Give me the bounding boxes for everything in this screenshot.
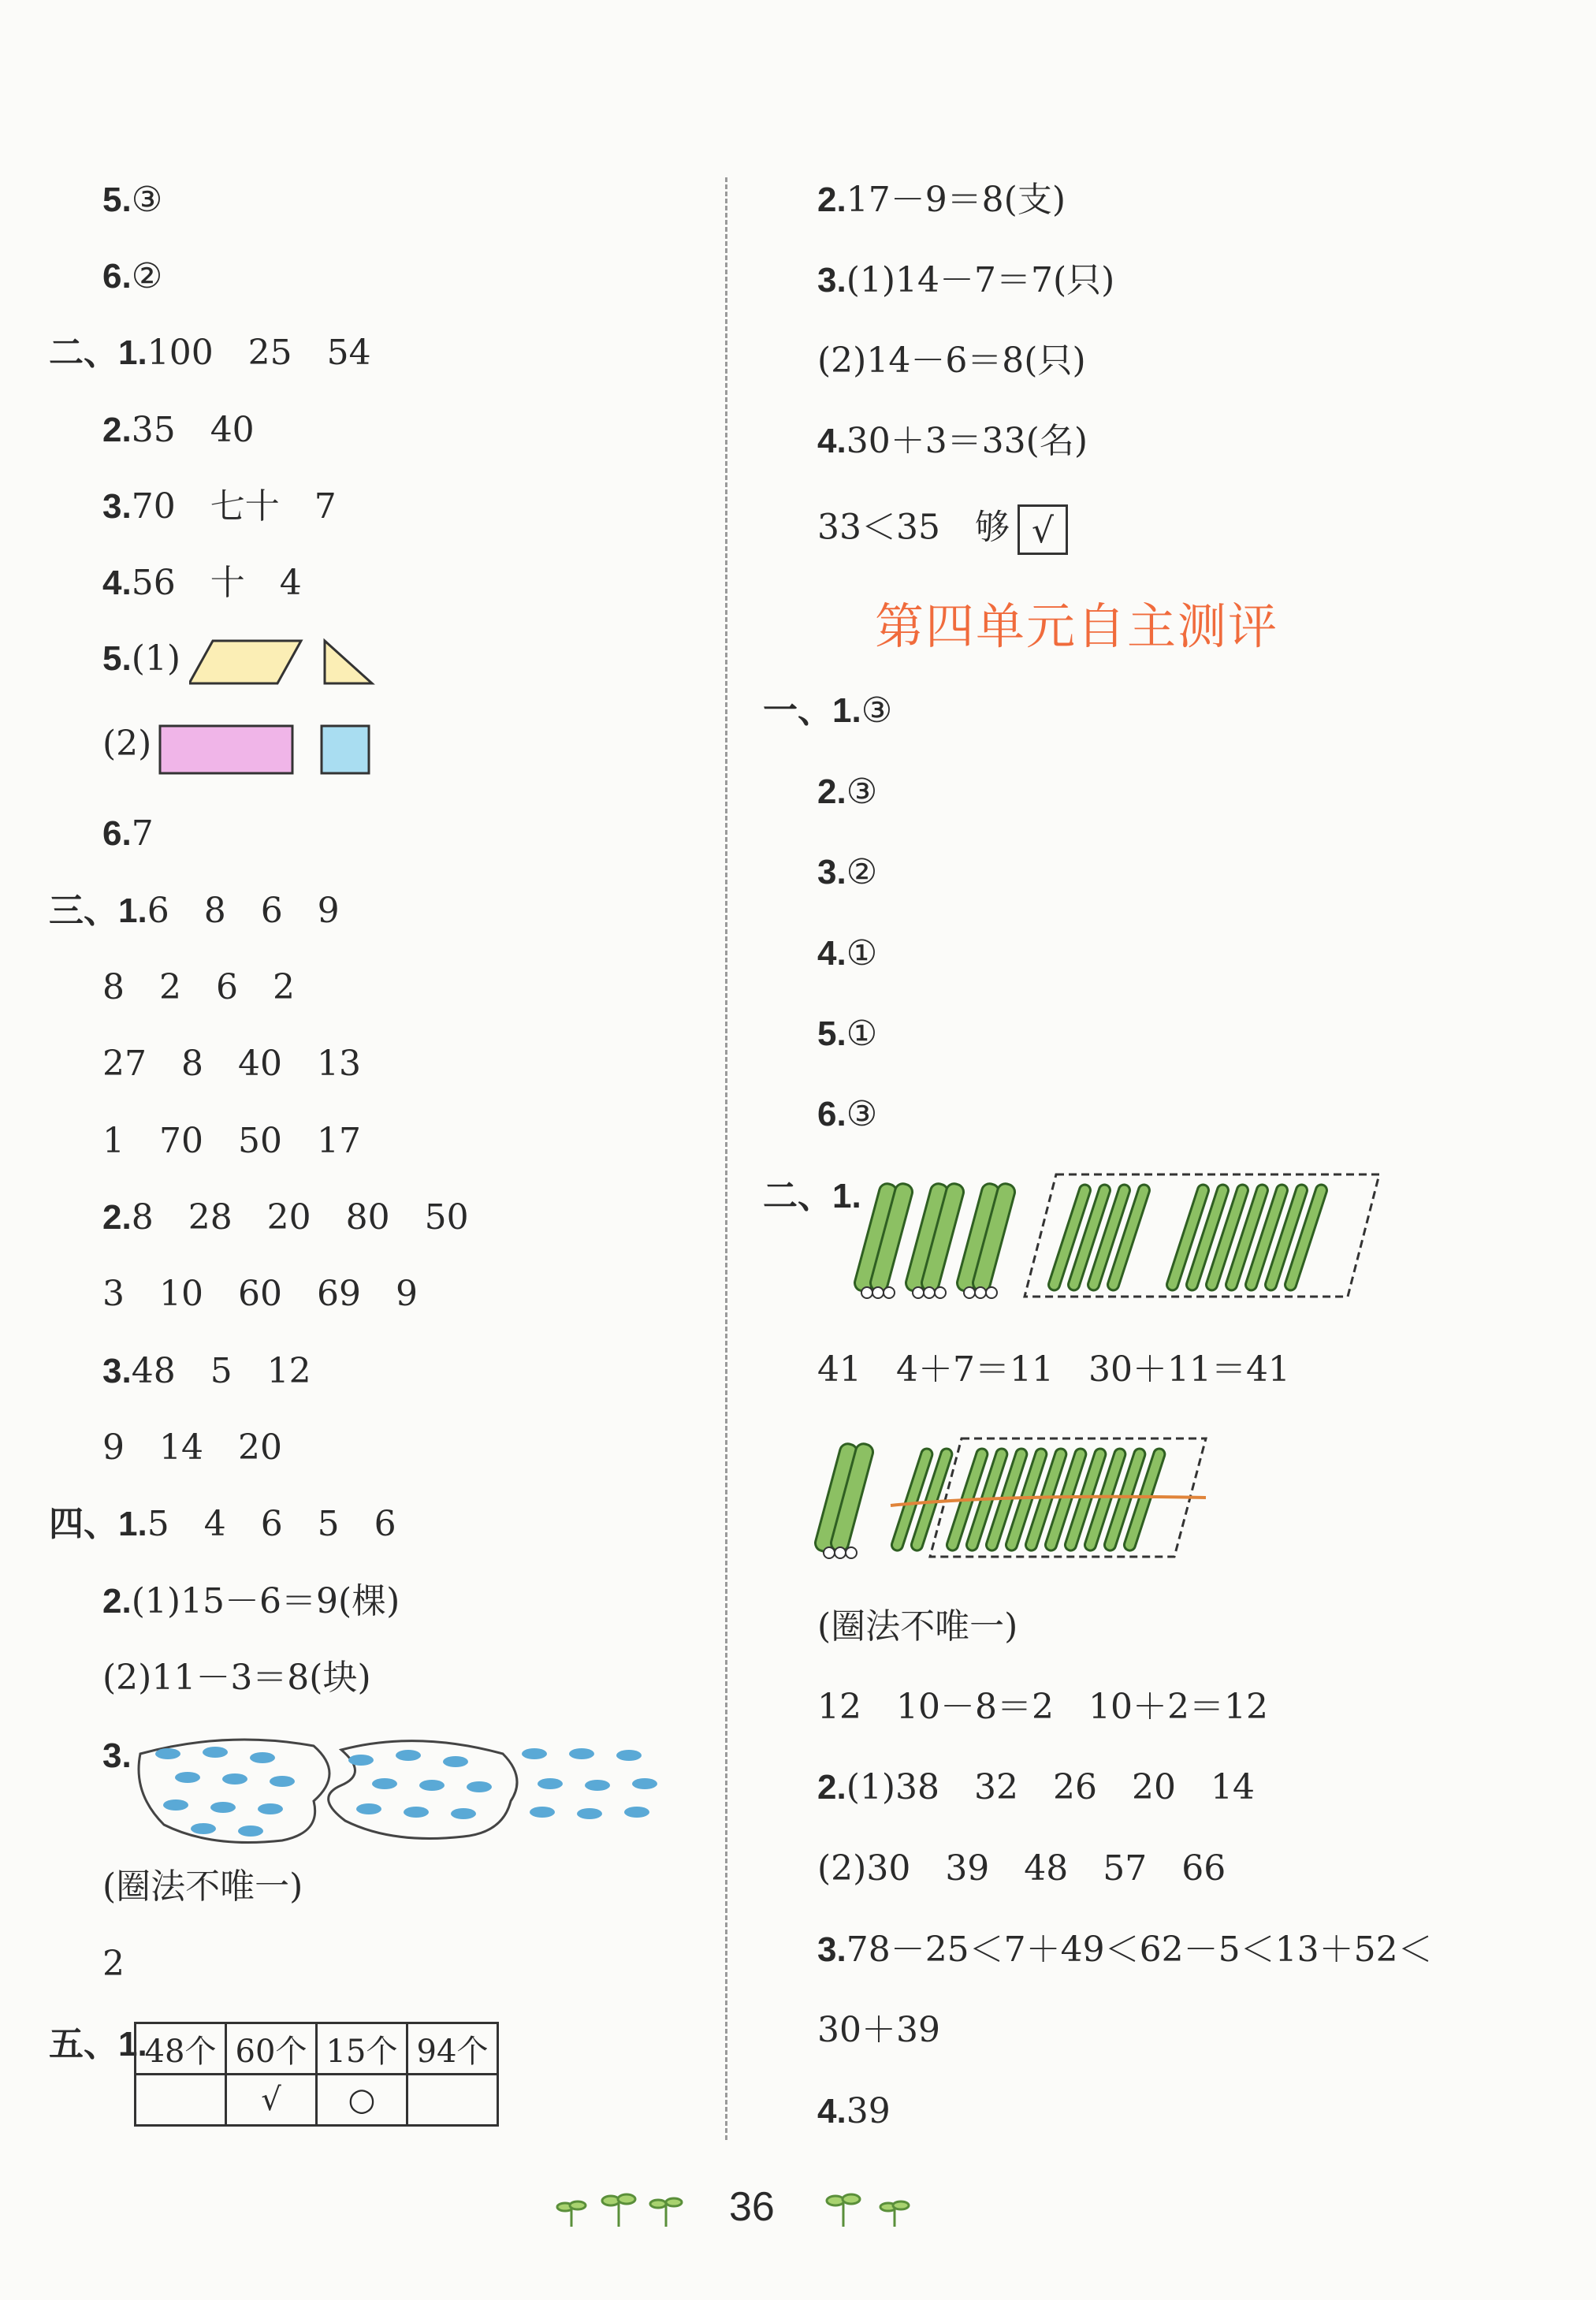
sprout-decoration-left xyxy=(556,2183,690,2231)
answer-line: 2.35 40 xyxy=(102,410,255,450)
answer-line: 12 10－8＝2 10＋2＝12 xyxy=(817,1687,1268,1727)
answer-line: (2)30 39 48 57 66 xyxy=(817,1848,1226,1889)
answer-line: 5.① xyxy=(817,1014,878,1054)
answer-line: 5.③ xyxy=(102,180,163,220)
table-cell: √ xyxy=(226,2075,317,2126)
table-cell: ○ xyxy=(317,2075,407,2126)
shapes-group-1 xyxy=(189,635,378,690)
answer-line: 41 4＋7＝11 30＋11＝41 xyxy=(817,1349,1290,1390)
table-cell: 60个 xyxy=(226,2023,317,2075)
stick-bundle-illustration xyxy=(843,1167,1395,1316)
answer-line: 3.70 七十 7 xyxy=(102,486,337,527)
answer-line: 5.(1) xyxy=(102,638,181,679)
answer-table xyxy=(134,2022,499,2127)
answer-line: (2)11－3＝8(块) xyxy=(102,1658,371,1698)
table-cell xyxy=(407,2075,498,2126)
answer-line: 3.(1)14－7＝7(只) xyxy=(817,260,1115,300)
table-cell: 94个 xyxy=(407,2023,498,2075)
answer-line: 3.48 5 12 xyxy=(102,1351,311,1391)
answer-line: 6.7 xyxy=(102,813,154,854)
answer-line: 1 70 50 17 xyxy=(102,1121,361,1161)
stick-bundles-figure-1 xyxy=(843,1167,1395,1316)
answer-line: 2.(1)15－6＝9(棵) xyxy=(102,1581,400,1621)
answer-line: 30＋39 xyxy=(817,2010,940,2050)
answer-line: 3.78－25＜7＋49＜62－5＜13＋52＜ xyxy=(817,1930,1433,1970)
answer-line: 二、1.100 25 54 xyxy=(49,333,371,373)
shapes-group-2 xyxy=(158,722,378,779)
answer-line: (圈法不唯一) xyxy=(817,1606,1018,1647)
answer-line: (圈法不唯一) xyxy=(102,1866,303,1907)
answer-line: 3 10 60 69 9 xyxy=(102,1274,418,1314)
answer-line: 2.8 28 20 80 50 xyxy=(102,1197,469,1237)
answer-line: 8 2 6 2 xyxy=(102,967,295,1007)
stick-bundles-figure-2 xyxy=(812,1431,1222,1572)
answer-line: 6.③ xyxy=(817,1094,878,1134)
triangle-shape xyxy=(325,641,372,683)
answer-line: 五、1. xyxy=(49,2025,147,2064)
answer-line: 3.② xyxy=(817,852,878,892)
answer-line: 四、1.5 4 6 5 6 xyxy=(49,1504,396,1544)
answer-line: 三、1.6 8 6 9 xyxy=(49,891,340,931)
answer-line: 4.① xyxy=(817,933,878,973)
answer-line: 一、1.③ xyxy=(763,690,893,731)
sprout-decoration-right xyxy=(824,2183,918,2231)
section-title: 第四单元自主测评 xyxy=(875,597,1279,655)
page-number: 36 xyxy=(729,2184,775,2230)
square-shape xyxy=(322,726,369,773)
answer-line: 33＜35 够 √ xyxy=(817,504,1068,555)
answer-line: 2.17－9＝8(支) xyxy=(817,180,1066,220)
answer-line: 4.30＋3＝33(名) xyxy=(817,421,1088,461)
answer-line: 27 8 40 13 xyxy=(102,1044,361,1084)
fish-groups-figure xyxy=(132,1730,668,1856)
column-divider xyxy=(725,177,727,2140)
table-cell: 48个 xyxy=(136,2023,226,2075)
answer-line: 9 14 20 xyxy=(102,1427,282,1468)
answer-line: 2 xyxy=(102,1944,125,1984)
answer-line: 二、1. xyxy=(763,1177,861,1215)
answer-line: (2)14－6＝8(只) xyxy=(817,341,1086,381)
rectangle-shape xyxy=(160,726,292,773)
answer-line: 2.(1)38 32 26 20 14 xyxy=(817,1767,1255,1807)
table-cell xyxy=(136,2075,226,2126)
answer-line: 2.③ xyxy=(817,772,878,812)
table-cell: 15个 xyxy=(317,2023,407,2075)
answer-line: (2) xyxy=(102,724,152,764)
parallelogram-shape xyxy=(189,641,301,683)
checked-box: √ xyxy=(1017,504,1068,555)
answer-line: 3. xyxy=(102,1736,132,1775)
answer-line: 4.56 十 4 xyxy=(102,563,302,603)
answer-line: 4.39 xyxy=(817,2091,891,2131)
stick-bundle-illustration xyxy=(812,1431,1222,1572)
answer-line: 6.② xyxy=(102,256,163,296)
